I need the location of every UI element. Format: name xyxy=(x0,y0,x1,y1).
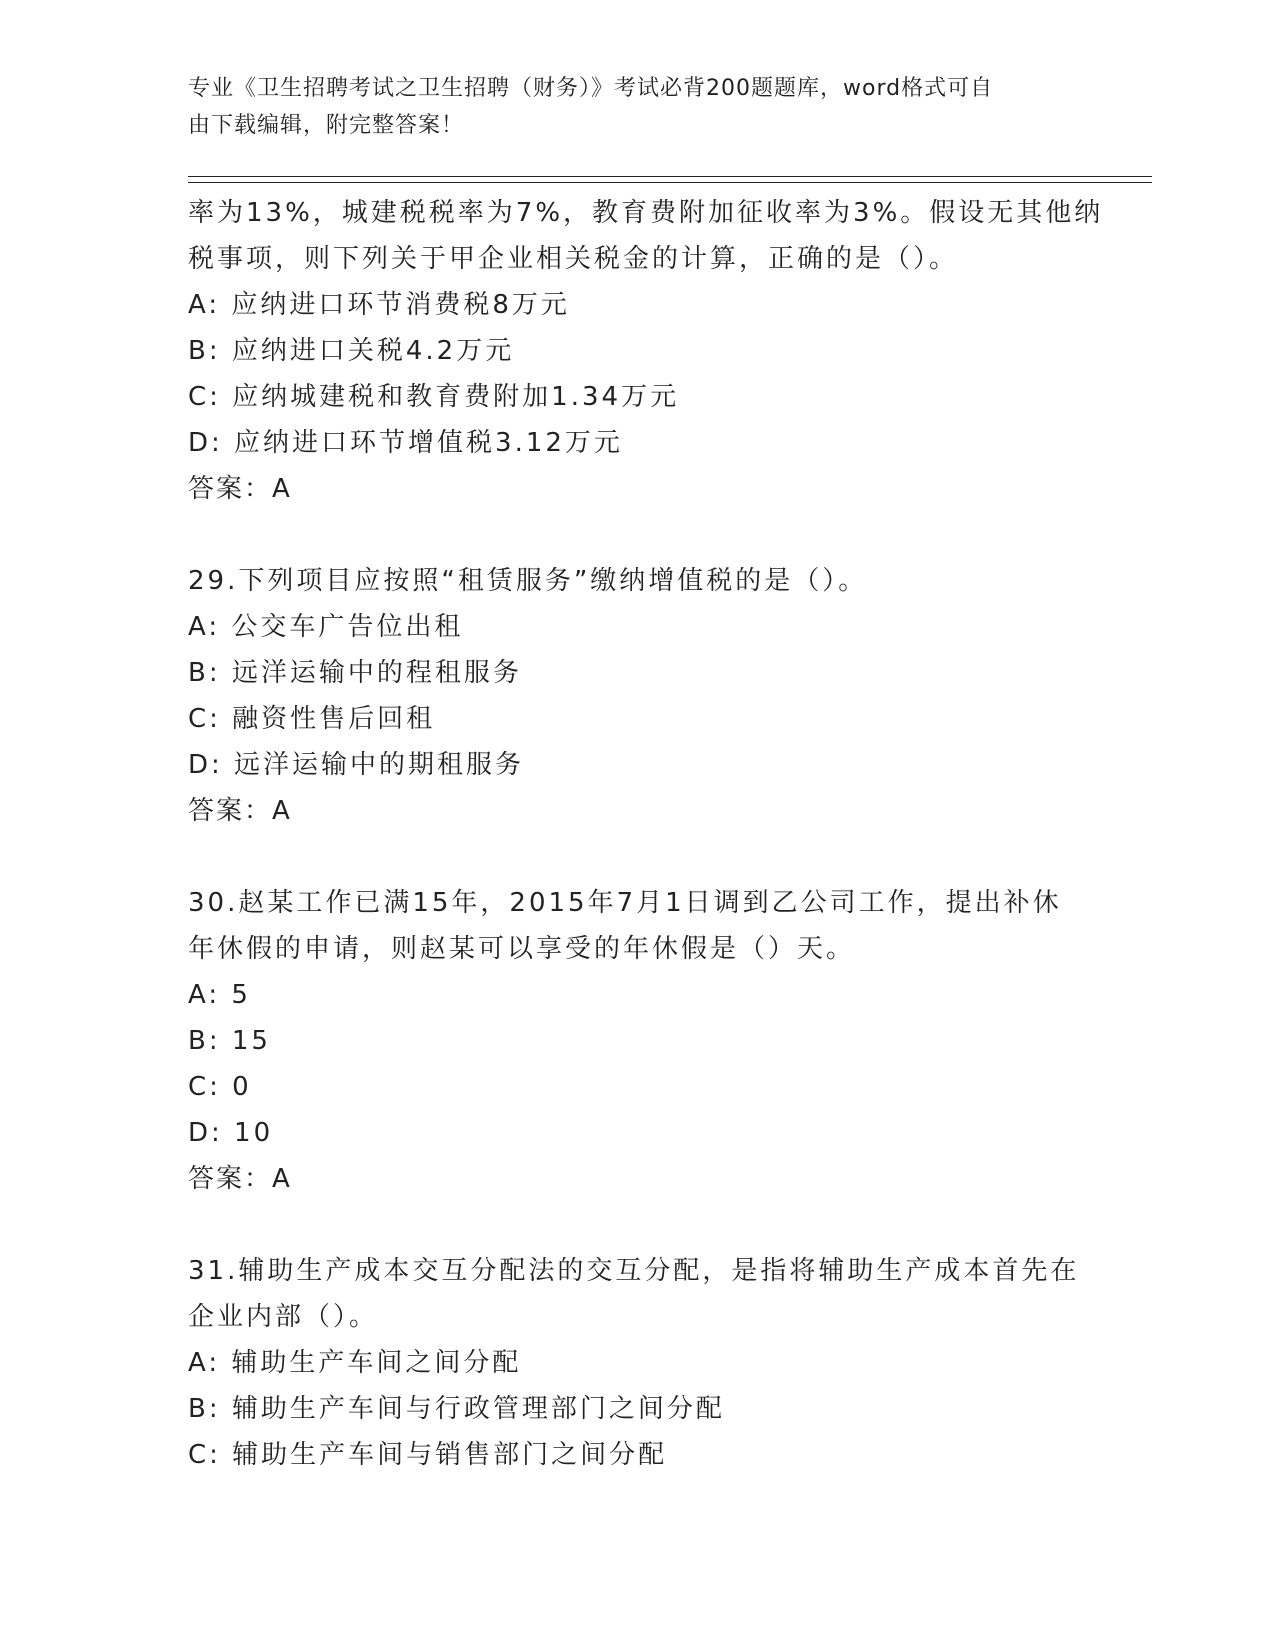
option-c: C: 应纳城建税和教育费附加1.34万元 xyxy=(188,382,680,412)
question-29 xyxy=(188,558,1088,834)
option-a: A: 应纳进口环节消费税8万元 xyxy=(188,290,570,320)
option-a: A: 公交车广告位出租 xyxy=(188,612,464,642)
question-stem-line: 30.赵某工作已满15年，2015年7月1日调到乙公司工作，提出补休 xyxy=(188,888,1062,918)
option-b: B: 应纳进口关税4.2万元 xyxy=(188,336,515,366)
header-line-2: 由下载编辑，附完整答案！ xyxy=(188,113,465,138)
answer-label: 答案：A xyxy=(188,1164,292,1194)
answer-label: 答案：A xyxy=(188,474,292,504)
question-content xyxy=(188,190,1104,1478)
question-28 xyxy=(188,190,1104,512)
header-divider-top xyxy=(188,176,1152,177)
question-stem-line: 率为13%，城建税税率为7%，教育费附加征收率为3%。假设无其他纳 xyxy=(188,198,1104,228)
option-b: B: 15 xyxy=(188,1026,271,1056)
option-c: C: 0 xyxy=(188,1072,252,1102)
question-stem-line: 29.下列项目应按照“租赁服务”缴纳增值税的是（）。 xyxy=(188,566,868,596)
option-d: D: 10 xyxy=(188,1118,274,1148)
question-30 xyxy=(188,880,1088,1202)
option-a: A: 5 xyxy=(188,980,251,1010)
question-spacer xyxy=(188,834,1088,880)
question-spacer xyxy=(188,512,1088,558)
option-c: C: 辅助生产车间与销售部门之间分配 xyxy=(188,1440,668,1470)
header-divider-bottom xyxy=(188,182,1152,183)
question-stem-line: 31.辅助生产成本交互分配法的交互分配，是指将辅助生产成本首先在 xyxy=(188,1256,1080,1286)
question-spacer xyxy=(188,1202,1088,1248)
option-b: B: 远洋运输中的程租服务 xyxy=(188,658,522,688)
question-stem-line: 企业内部（）。 xyxy=(188,1302,379,1332)
option-b: B: 辅助生产车间与行政管理部门之间分配 xyxy=(188,1394,725,1424)
page-header xyxy=(188,70,1068,144)
question-stem-line: 年休假的申请，则赵某可以享受的年休假是（）天。 xyxy=(188,934,856,964)
option-a: A: 辅助生产车间之间分配 xyxy=(188,1348,522,1378)
option-d: D: 应纳进口环节增值税3.12万元 xyxy=(188,428,623,458)
option-d: D: 远洋运输中的期租服务 xyxy=(188,750,525,780)
question-31 xyxy=(188,1248,1088,1478)
option-c: C: 融资性售后回租 xyxy=(188,704,436,734)
answer-label: 答案：A xyxy=(188,796,292,826)
question-stem-line: 税事项，则下列关于甲企业相关税金的计算，正确的是（）。 xyxy=(188,244,959,274)
header-line-1: 专业《卫生招聘考试之卫生招聘（财务）》考试必背200题题库，word格式可自 xyxy=(188,76,994,101)
